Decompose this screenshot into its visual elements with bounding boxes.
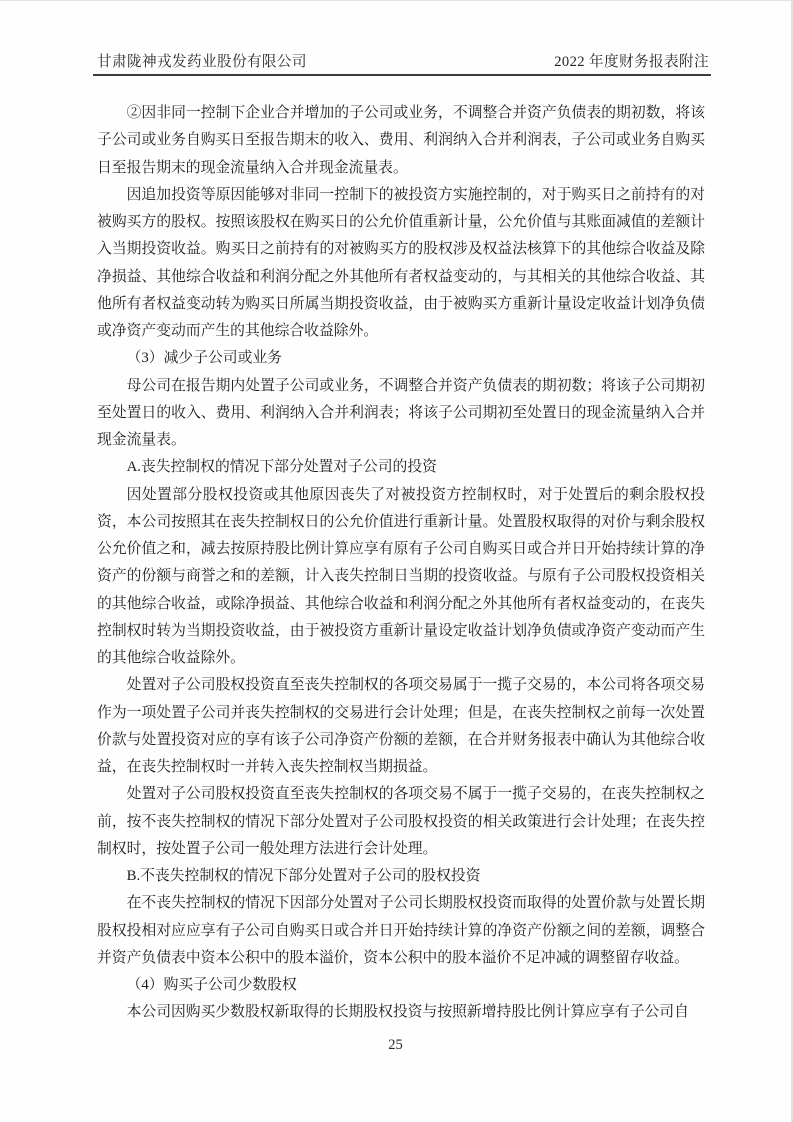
section-heading: （4）购买子公司少数股权	[126, 977, 297, 993]
page-number: 25	[388, 1037, 403, 1053]
section-heading: B.不丧失控制权的情况下部分处置对子公司的股权投资	[126, 868, 481, 884]
paragraph: 处置对子公司股权投资直至丧失控制权的各项交易属于一揽子交易的，本公司将各项交易作为一项处置子公司并丧失控制权的交易进行会计处理；但是，在丧失控制权之前每一次处置价款与处置投资对应的享有该子公司净资产份额的差额，在合并财务报表中确认为其他综合收益，在丧失控制权时一并转入丧失控制权当期损益。	[97, 677, 705, 775]
header-divider	[93, 74, 711, 76]
paragraph: 因追加投资等原因能够对非同一控制下的被投资方实施控制的，对于购买日之前持有的对被购买方的股权。按照该股权在购买日的公允价值重新计量，公允价值与其账面减值的差额计入当期投资收益。购买日之前持有的对被购买方的股权涉及权益法核算下的其他综合收益及除净损益、其他综合收益和利润分配之外其他所有者权益变动的，与其相关的其他综合收益、其他所有者权益变动转为购买日所属当期投资收益，由于被购买方重新计量设定收益计划净负债或净资产变动而产生的其他综合收益除外。	[97, 186, 705, 339]
section-heading: A.丧失控制权的情况下部分处置对子公司的投资	[126, 459, 437, 476]
paragraph: 处置对子公司股权投资直至丧失控制权的各项交易不属于一揽子交易的，在丧失控制权之前，按不丧失控制权的情况下部分处置对子公司股权投资的相关政策进行会计处理；在丧失控制权时，按处置子公司一般处理方法进行会计处理。	[97, 786, 705, 857]
paragraph: 在不丧失控制权的情况下因部分处置对子公司长期股权投资而取得的处置价款与处置长期股权投相对应应享有子公司自购买日或合并日开始持续计算的净资产份额之间的差额，调整合并资产负债表中资本公积中的股本溢价，资本公积中的股本溢价不足冲减的调整留存收益。	[97, 895, 705, 966]
document-body	[97, 100, 705, 1027]
page-header	[97, 50, 709, 71]
paragraph: 本公司因购买少数股权新取得的长期股权投资与按照新增持股比例计算应享有子公司自	[126, 1004, 689, 1021]
paragraph: 母公司在报告期内处置子公司或业务，不调整合并资产负债表的期初数；将该子公司期初至处置日的收入、费用、利润纳入合并利润表；将该子公司期初至处置日的现金流量纳入合并现金流量表。	[97, 377, 705, 448]
section-heading: （3）减少子公司或业务	[126, 350, 282, 367]
header-report-title: 2022 年度财务报表附注	[554, 54, 709, 70]
paragraph: ②因非同一控制下企业合并增加的子公司或业务，不调整合并资产负债表的期初数，将该子公司或业务自购买日至报告期末的收入、费用、利润纳入合并利润表，子公司或业务自购买日至报告期末的现金流量纳入合并现金流量表。	[97, 105, 705, 176]
paragraph: 因处置部分股权投资或其他原因丧失了对被投资方控制权时，对于处置后的剩余股权投资，本公司按照其在丧失控制权日的公允价值进行重新计量。处置股权取得的对价与剩余股权公允价值之和，减去按原持股比例计算应享有原有子公司自购买日或合并日开始持续计算的净资产的份额与商誉之和的差额，计入丧失控制日当期的投资收益。与原有子公司股权投资相关的其他综合收益，或除净损益、其他综合收益和利润分配之外其他所有者权益变动的，在丧失控制权时转为当期投资收益，由于被投资方重新计量设定收益计划净负债或净资产变动而产生的其他综合收益除外。	[97, 486, 705, 666]
header-company-name: 甘肃陇神戎发药业股份有限公司	[97, 54, 307, 70]
